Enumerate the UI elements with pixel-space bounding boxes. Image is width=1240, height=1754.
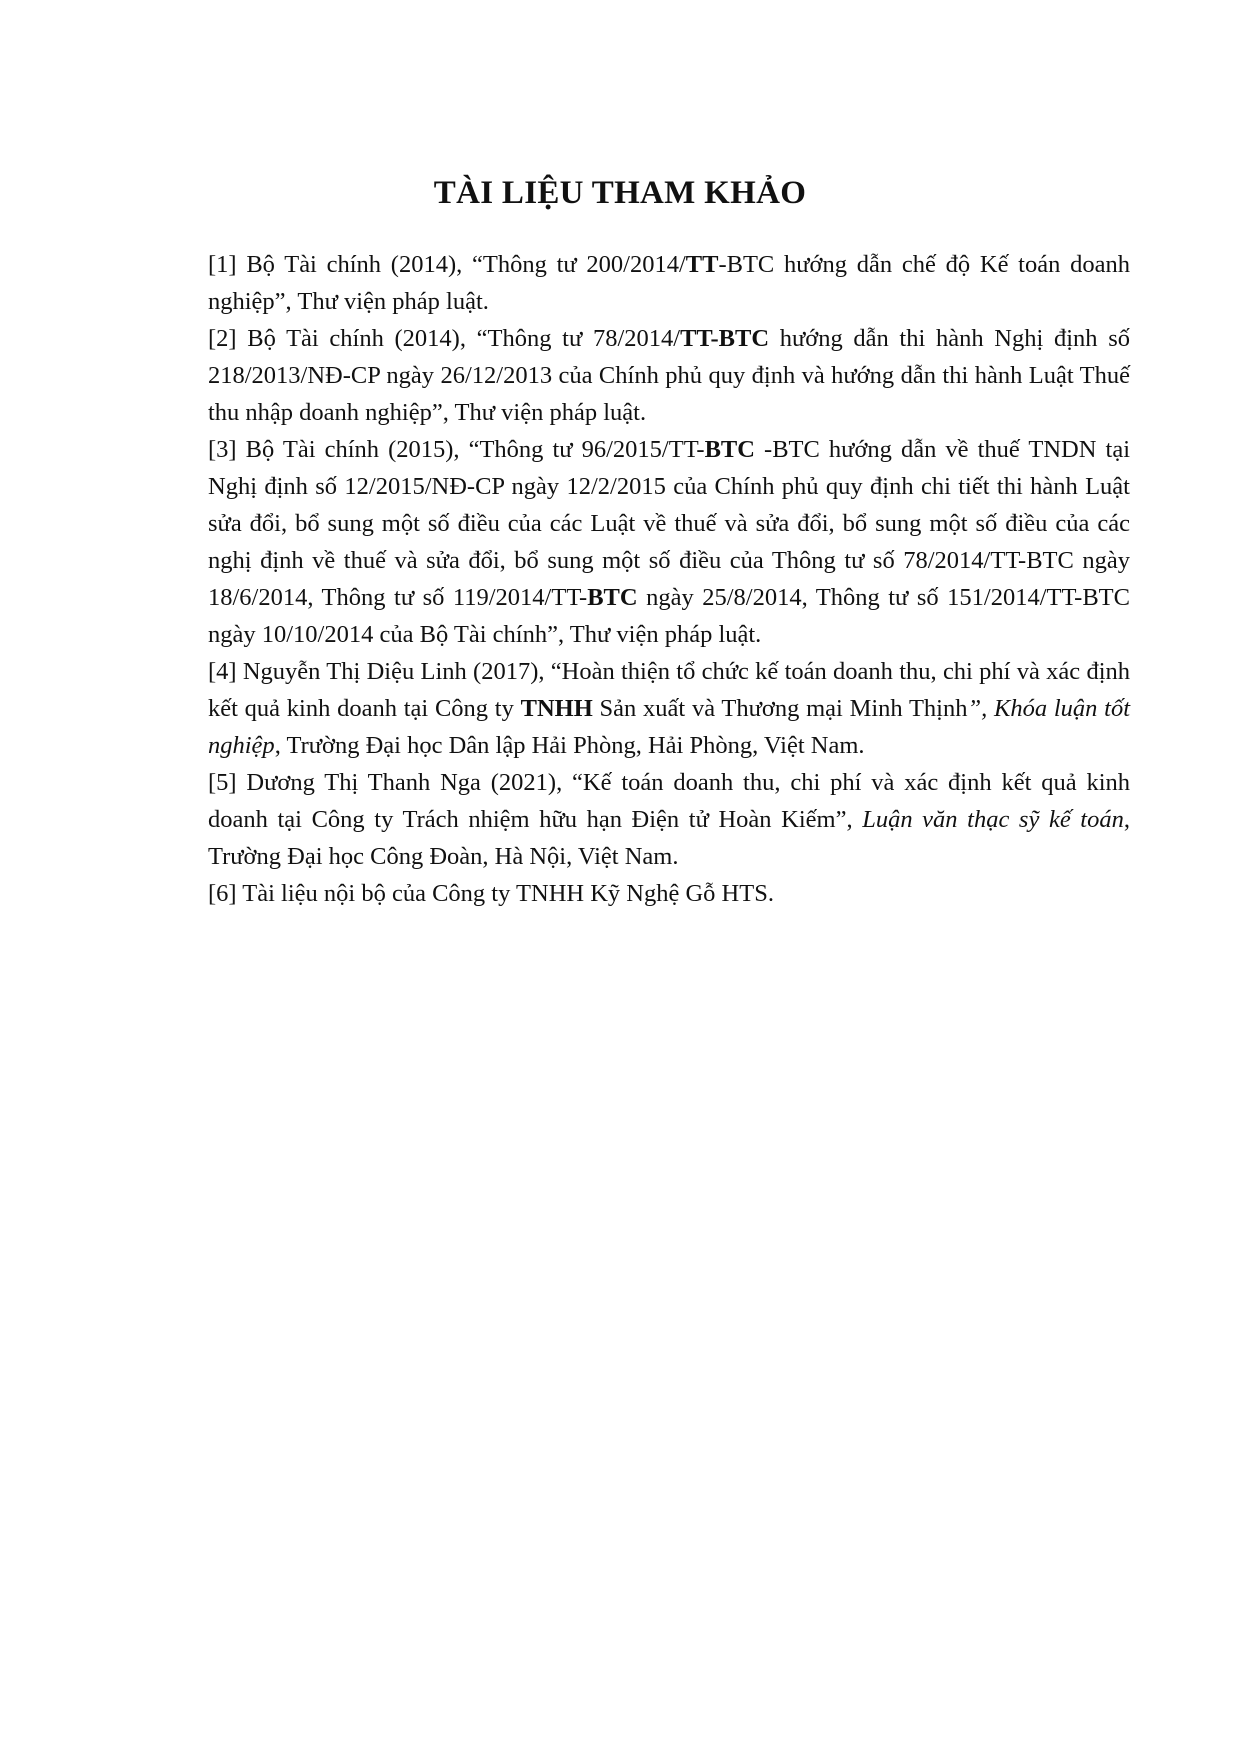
reference-text: Nguyễn Thị Diệu Linh (2017), “Hoàn thiện tổ chức kế toán doanh thu, chi phí và xác định kết quả kinh doanh tại Công ty xyxy=(208,658,1130,722)
reference-item xyxy=(208,653,1130,764)
reference-number: [6] xyxy=(208,880,237,907)
reference-item xyxy=(208,320,1130,431)
reference-text-bold: BTC xyxy=(704,436,755,463)
reference-text: , Trường Đại học Công Đoàn, Hà Nội, Việt Nam. xyxy=(208,806,1130,870)
reference-text: Dương Thị Thanh Nga (2021), “Kế toán doanh thu, chi phí và xác định kết quả kinh doanh tại Công ty Trách nhiệm hữu hạn Điện tử Hoàn Kiếm”, xyxy=(208,769,1130,833)
reference-text: Tài liệu nội bộ của Công ty TNHH Kỹ Nghệ Gỗ HTS. xyxy=(236,880,774,907)
reference-number: [5] xyxy=(208,769,237,796)
reference-number: [2] xyxy=(208,325,237,352)
reference-text-bold: BTC xyxy=(587,584,638,611)
reference-text: Bộ Tài chính (2014), “Thông tư 200/2014/ xyxy=(236,251,686,278)
reference-item xyxy=(208,875,1130,912)
reference-number: [1] xyxy=(208,251,237,278)
reference-text: -BTC hướng dẫn chế độ Kế toán doanh nghiệp”, Thư viện pháp luật. xyxy=(208,251,1130,315)
reference-item xyxy=(208,246,1130,320)
reference-text: Bộ Tài chính (2014), “Thông tư 78/2014/ xyxy=(236,325,681,352)
reference-text-bold: TNHH xyxy=(520,695,593,722)
reference-text-bold: TT-BTC xyxy=(680,325,770,352)
reference-number: [4] xyxy=(208,658,237,685)
reference-number: [3] xyxy=(208,436,237,463)
reference-list xyxy=(208,246,1130,912)
reference-text: hướng dẫn thi hành Nghị định số 218/2013/NĐ-CP ngày 26/12/2013 của Chính phủ quy định và hướng dẫn thi hành Luật Thuế thu nhập doanh nghiệp”, Thư viện pháp luật. xyxy=(208,325,1130,426)
reference-text-italic: ”, Khóa luận tốt nghiệp xyxy=(208,695,1131,759)
reference-item xyxy=(208,431,1130,653)
reference-text-bold: TT xyxy=(685,251,719,278)
reference-text-italic: Luận văn thạc sỹ kế toán xyxy=(862,806,1124,833)
reference-text: Sản xuất và Thương mại Minh Thịnh xyxy=(592,695,968,722)
reference-item xyxy=(208,764,1130,875)
reference-text: ngày 25/8/2014, Thông tư số 151/2014/TT-BTC ngày 10/10/2014 của Bộ Tài chính”, Thư viện pháp luật. xyxy=(208,584,1130,648)
page-title: TÀI LIỆU THAM KHẢO xyxy=(433,175,807,211)
reference-text: Bộ Tài chính (2015), “Thông tư 96/2015/TT- xyxy=(236,436,705,463)
reference-text: , Trường Đại học Dân lập Hải Phòng, Hải Phòng, Việt Nam. xyxy=(274,732,865,759)
reference-text: -BTC hướng dẫn về thuế TNDN tại Nghị định số 12/2015/NĐ-CP ngày 12/2/2015 của Chính phủ quy định chi tiết thi hành Luật sửa đổi, bổ sung một số điều của các Luật về thuế và sửa đổi, bổ sung một số điều của các nghị định về thuế và sửa đổi, bổ sung một số điều của Thông tư số 78/2014/TT-BTC ngày 18/6/2014, Thông tư số 119/2014/TT- xyxy=(208,436,1130,611)
